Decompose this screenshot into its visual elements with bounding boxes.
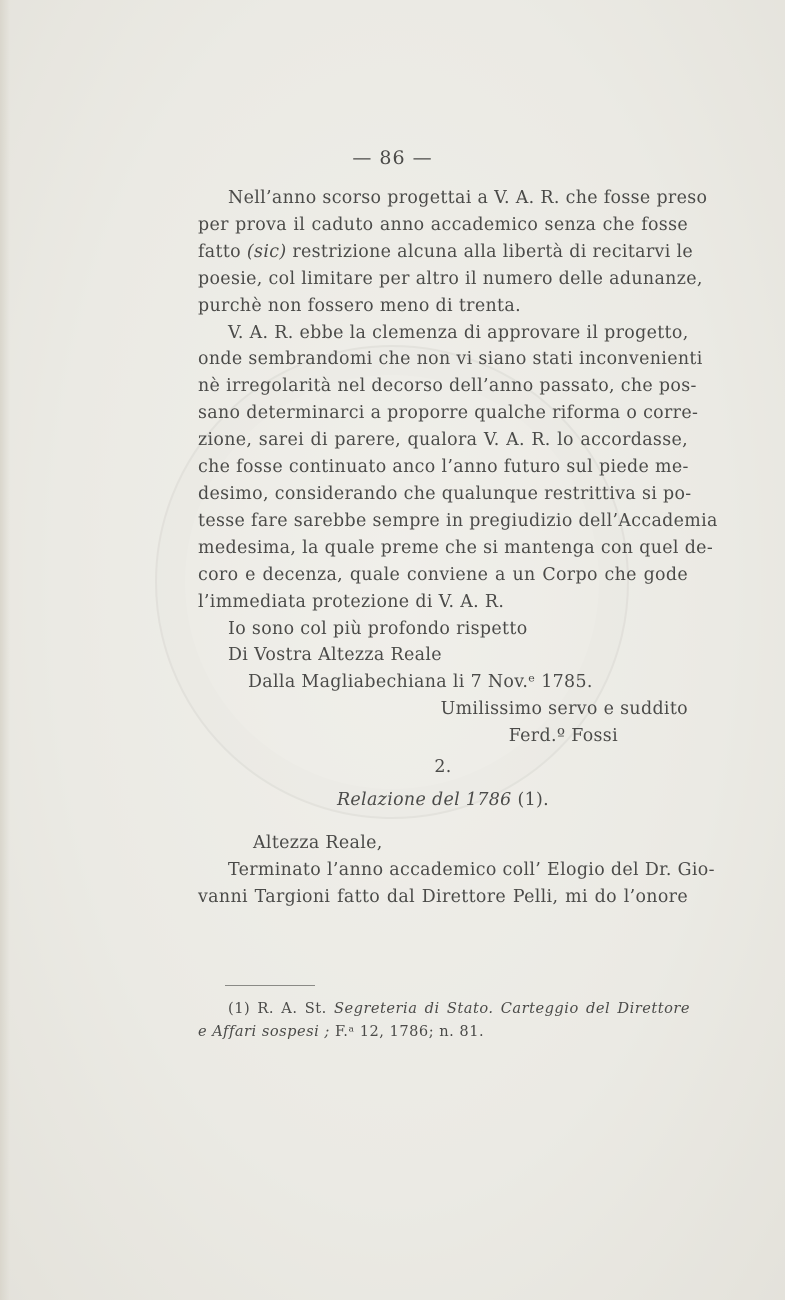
- text-line: [198, 239, 694, 266]
- text-line: che fosse continuato anco l’anno futuro sul piede me-: [198, 457, 689, 478]
- footnote-line: [198, 1021, 690, 1044]
- section-heading-note: (1).: [511, 789, 550, 810]
- text-line: vanni Targioni fatto dal Direttore Pelli, mi do l’onore: [198, 886, 688, 907]
- text-line: desimo, considerando che qualunque restrittiva si po-: [198, 483, 692, 504]
- text-line: Terminato l’anno accademico coll’ Elogio del Dr. Gio-: [228, 859, 715, 880]
- closing-respect: Io sono col più profondo rispetto: [228, 618, 528, 639]
- salutation: Altezza Reale,: [253, 832, 383, 853]
- section-number: 2.: [434, 757, 452, 778]
- text-line: purchè non fossero meno di trenta.: [198, 295, 521, 316]
- section-heading-title: Relazione del 1786: [336, 789, 512, 810]
- text-line: V. A. R. ebbe la clemenza di approvare il progetto,: [228, 322, 689, 343]
- text-line: tesse fare sarebbe sempre in pregiudizio dell’Accademia: [198, 510, 718, 531]
- footnote-divider: [225, 985, 315, 986]
- text-line: medesima, la quale preme che si mantenga con quel de-: [198, 537, 714, 558]
- text-line: coro e decenza, quale conviene a un Corpo che gode: [198, 564, 688, 585]
- text-line: nè irregolarità nel decorso dell’anno passato, che pos-: [198, 376, 697, 397]
- text-line: onde sembrandomi che non vi siano stati inconvenienti: [198, 349, 703, 370]
- text-line: zione, sarei di parere, qualora V. A. R. lo accordasse,: [198, 430, 688, 451]
- sic-note: (sic): [246, 241, 287, 262]
- text-fragment: restrizione alcuna alla libertà di recitarvi le: [292, 241, 694, 262]
- page-edge-shadow: [0, 0, 10, 1300]
- footnote-prefix: (1) R. A. St.: [228, 1000, 327, 1017]
- main-text: [198, 185, 718, 911]
- text-line: l’immediata protezione di V. A. R.: [198, 591, 505, 612]
- closing-place-date: Dalla Magliabechiana li 7 Nov.ᵉ 1785.: [248, 672, 593, 693]
- footnote-ref: F.ᵃ 12, 1786; n. 81.: [329, 1022, 485, 1040]
- text-line: Nell’anno scorso progettai a V. A. R. che fosse preso: [228, 188, 708, 208]
- footnote-source: e Affari sospesi ;: [198, 1022, 330, 1040]
- signature: Ferd.º Fossi: [508, 726, 618, 747]
- closing-address: Di Vostra Altezza Reale: [228, 645, 442, 666]
- text-fragment: fatto: [198, 241, 242, 262]
- footnote-source: Segreteria di Stato. Carteggio del Direttore: [333, 1000, 690, 1017]
- text-line: per prova il caduto anno accademico senza che fosse: [198, 214, 688, 235]
- footnote: [198, 998, 690, 1043]
- section-heading: [198, 787, 688, 814]
- text-line: sano determinarci a proporre qualche riforma o corre-: [198, 403, 699, 424]
- closing-servant: Umilissimo servo e suddito: [440, 699, 688, 720]
- text-line: poesie, col limitare per altro il numero delle adunanze,: [198, 268, 703, 289]
- footnote-line: [198, 998, 690, 1021]
- page-number: — 86 —: [352, 147, 433, 169]
